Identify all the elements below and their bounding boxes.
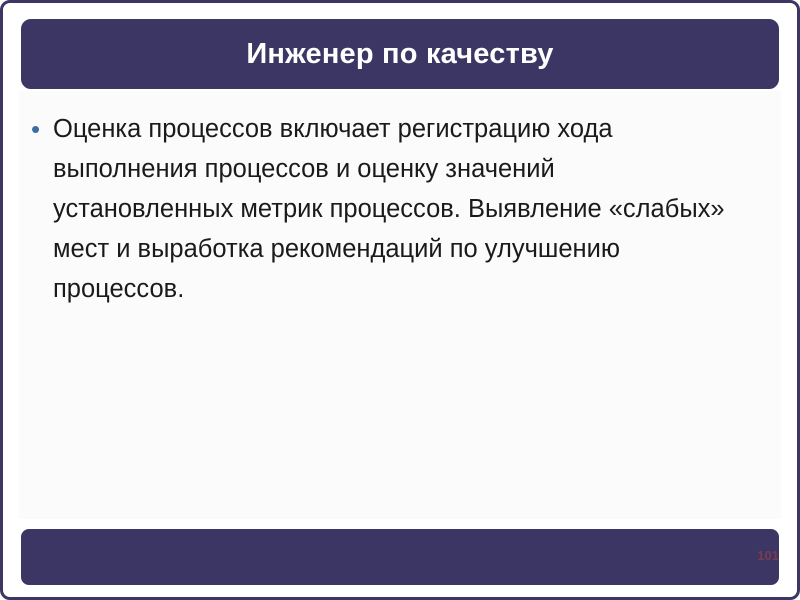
page-title: Инженер по качеству xyxy=(246,37,554,70)
slide-body xyxy=(19,91,781,519)
slide-content xyxy=(3,3,797,597)
slide-title-bar xyxy=(19,17,781,91)
bullet-icon: • xyxy=(31,114,41,144)
page-number: 101 xyxy=(757,548,779,563)
bullet-text: Оценка процессов включает регистрацию хода выполнения процессов и оценку значений установленных метрик процессов. Выявление «слабых» мест и выработка рекомендаций по улучшению процессов. xyxy=(53,115,725,303)
list-item xyxy=(25,109,771,309)
slide-footer-bar xyxy=(19,527,781,587)
